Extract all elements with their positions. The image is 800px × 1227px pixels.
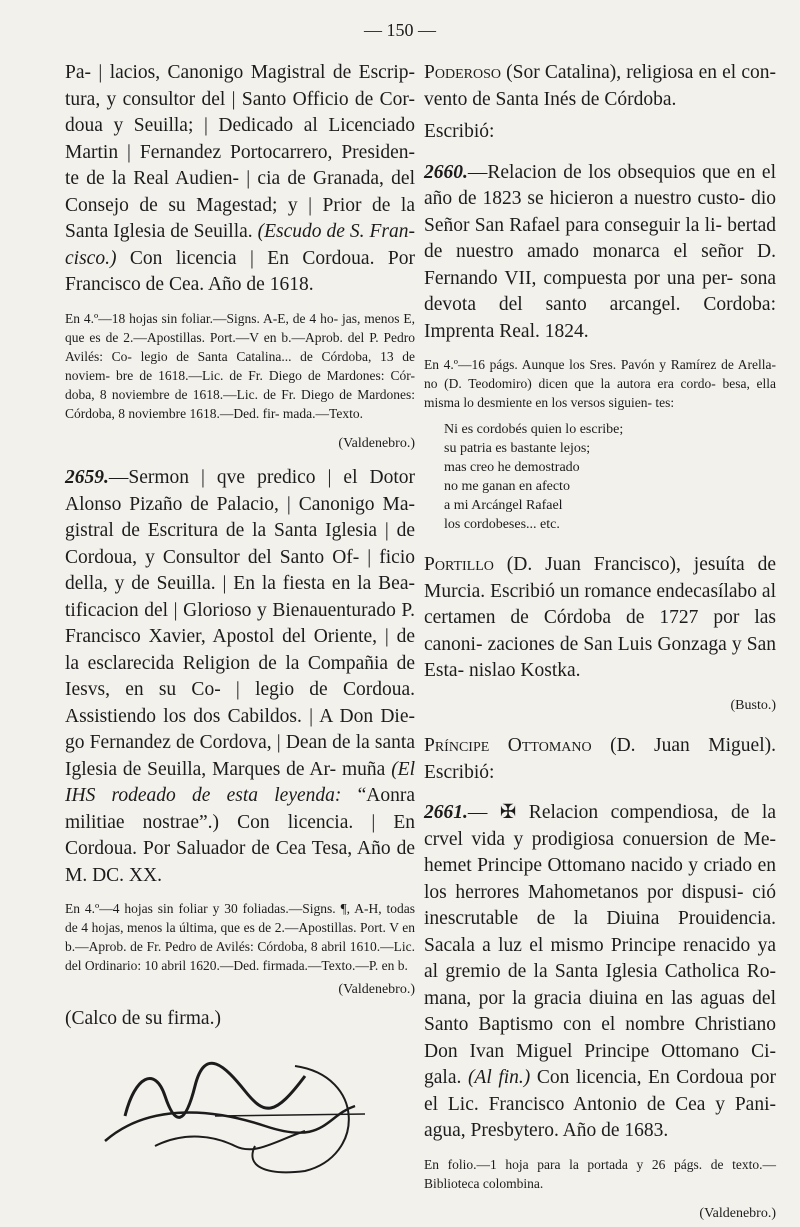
- entry-2661-end: Con licencia, En Cordoua por el Lic. Francisco Antonio de Cea y Pani- agua, Presbytero. Año de 1683.: [424, 1067, 776, 1141]
- entry-2661-note: En folio.—1 hoja para la portada y 26 págs. de texto.—Biblioteca colombina.: [424, 1155, 776, 1193]
- entry-2659-text: —Sermon | qve predico | el Dotor Alonso Pizaño de Palacio, | Canonigo Ma- gistral de Escritura de la Santa Iglesia | de Cordoua, y Consultor del Santo Of- | ficio della, y de Seuilla. | En la fiesta en la Bea- tificacion del | Glorioso y Bienauenturado P. Francisco Xavier, Apostol del Oriente, | de la esclarecida Religion de la Compañia de Iesvs, en su Co- | legio de Cordoua. Assistiendo los dos Cabildos. | A Don Die- go Fernandez de Cordova, | Dean de la santa Iglesia de Seuilla, Marques de Ar- muña: [65, 467, 415, 780]
- author-principe-text: (D. Juan Miguel). Escribió:: [424, 735, 776, 783]
- signature-caption: (Calco de su firma.): [65, 1006, 415, 1033]
- entry-2659: [65, 465, 415, 889]
- author-principe-name: Príncipe Ottomano: [424, 735, 592, 756]
- signature-image: [65, 1046, 375, 1176]
- author-portillo-text: (D. Juan Francisco), jesuíta de Murcia. Escribió un romance endecasílabo al certamen de Córdoba de 1727 por las canoni- zaciones de San Luis Gonzaga y San Esta- nislao Kostka.: [424, 554, 776, 681]
- entry-2661: [424, 800, 776, 1145]
- entry-2660-number: 2660.: [424, 162, 468, 183]
- verse-line: Ni es cordobés quien lo escribe;: [444, 420, 776, 439]
- entry-2659-note: En 4.º—4 hojas sin foliar y 30 foliadas.—Signs. ¶, A-H, todas de 4 hojas, menos la última, que es de 2.—Apostillas. Port. V en b.—Aprob. de Fr. Pedro de Avilés: Córdoba, 8 abril 1610.—Lic. del Ordinario: 10 abril 1620.—Ded. firmada.—Texto.—P. en b.: [65, 899, 415, 975]
- entry-continuation-note: En 4.º—18 hojas sin foliar.—Signs. A-E, de 4 ho- jas, menos E, que es de 2.—Apostillas. Port.—V en b.—Aprob. del P. Pedro Avilés: Co- legio de Santa Catalina... de Córdoba, 13 de noviem- bre de 1618.—Lic. de Fr. Diego de Mardones: Cór- doba, 8 noviembre de 1618.—Lic. de Fr. Diego de Mardones: Córdoba, 8 noviembre 1618.—Ded. fir- mada.—Texto.: [65, 309, 415, 423]
- entry-2660: [424, 160, 776, 346]
- entry-2660-note: En 4.º—16 págs. Aunque los Sres. Pavón y Ramírez de Arella- no (D. Teodomiro) dicen que la autora era cordo- besa, ella misma lo desmiente en los versos siguien- tes:: [424, 355, 776, 412]
- author-poderoso: [424, 60, 776, 113]
- entry-2659-number: 2659.: [65, 467, 109, 488]
- verse-line: su patria es bastante lejos;: [444, 439, 776, 458]
- entry-2659-end: Con licencia. | En Cordoua. Por Saluador de Cea Tesa, Año de M. DC. XX.: [65, 812, 415, 886]
- column-divider: [404, 86, 405, 1146]
- author-portillo: [424, 552, 776, 685]
- entry-continuation-end: Con licencia | En Cordoua. Por Francisco de Cea. Año de 1618.: [65, 248, 415, 296]
- entry-continuation-italic: (Escudo de S. Fran- cisco.): [65, 221, 415, 269]
- entry-2661-italic: (Al fin.): [468, 1067, 530, 1088]
- author-poderoso-text: (Sor Catalina), religiosa en el con- vento de Santa Inés de Córdoba.: [424, 62, 776, 110]
- entry-2661-text: — ✠ Relacion compendiosa, de la crvel vida y prodigiosa conuersion de Me- hemet Principe Ottomano nacido y criado en los herrores Mahometanos por dispusi- ció inescrutable de la Diuina Prouidencia. Sacala a luz el mismo Principe renacido ya al gremio de la Santa Iglesia Catholica Ro- mana, por la gracia diuina en las aguas del Santo Baptismo con el nombre Christiano Don Ivan Miguel Principe Ottomano Ci- gala.: [424, 802, 776, 1088]
- author-principe: [424, 733, 776, 786]
- verse-line: los cordobeses... etc.: [444, 515, 776, 534]
- entry-2659-quote: “Aonra militiae nostrae”.): [65, 785, 415, 833]
- entry-2660-text: —Relacion de los obsequios que en el año de 1823 se hicieron a nuestro custo- dio Señor San Rafael para conseguir la li- bertad de nuestro amado monarca el señor D. Fernando VII, compuesta por una per- sona devota del santo arcangel. Cordoba: Imprenta Real. 1824.: [424, 162, 776, 342]
- verse-line: mas creo he demostrado: [444, 458, 776, 477]
- right-column: [424, 60, 776, 1227]
- author-poderoso-name: Poderoso: [424, 62, 501, 83]
- page-number: — 150 —: [0, 20, 800, 41]
- entry-2661-number: 2661.: [424, 802, 468, 823]
- author-portillo-attribution: (Busto.): [424, 693, 776, 720]
- entry-2659-attribution: (Valdenebro.): [65, 977, 415, 1004]
- entry-2661-attribution: (Valdenebro.): [424, 1201, 776, 1227]
- verse-block: [444, 420, 776, 534]
- verse-line: a mi Arcángel Rafael: [444, 496, 776, 515]
- verse-line: no me ganan en afecto: [444, 477, 776, 496]
- entry-continuation: [65, 60, 415, 299]
- entry-2659-italic: (El IHS rodeado de esta leyenda:: [65, 759, 415, 807]
- entry-continuation-text: Pa- | lacios, Canonigo Magistral de Escrip- tura, y consultor del | Santo Officio de Cor- doua y Seuilla; | Dedicado al Licenciado Martin | Fernandez Portocarrero, Presiden- te de la Real Audien- | cia de Granada, del Consejo de su Magestad; y | Prior de la Santa Iglesia de Seuilla.: [65, 62, 415, 242]
- left-column: [65, 60, 415, 1185]
- escribio-label: Escribió:: [424, 119, 776, 146]
- author-portillo-name: Portillo: [424, 554, 494, 575]
- entry-continuation-attribution: (Valdenebro.): [65, 431, 415, 458]
